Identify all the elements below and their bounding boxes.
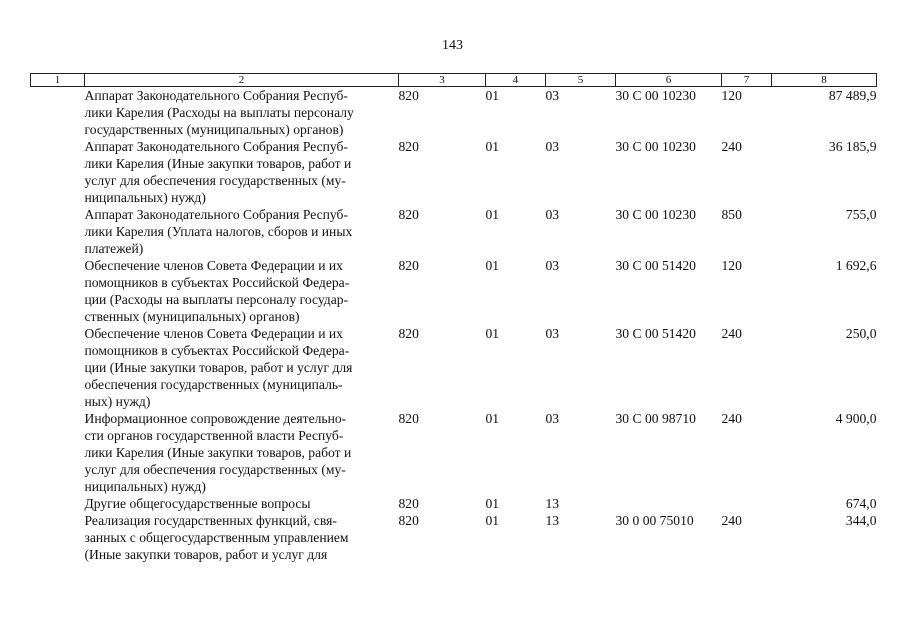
column-header-4: 4 bbox=[486, 74, 546, 87]
row-amount-cell: 87 489,9 bbox=[828, 88, 877, 103]
row-name-cell bbox=[85, 410, 399, 495]
table-header bbox=[31, 74, 877, 87]
row-name-line: занных с общегосударственным управлением bbox=[84, 530, 349, 545]
row-expense-type-cell: 240 bbox=[721, 513, 742, 528]
row-name-line: лики Карелия (Расходы на выплаты персоналу bbox=[84, 105, 354, 120]
row-ministry-cell: 820 bbox=[398, 496, 419, 511]
row-expense-type-cell: 240 bbox=[721, 139, 742, 154]
row-expense-type-cell: 120 bbox=[721, 258, 742, 273]
row-subsection-cell: 13 bbox=[545, 513, 560, 528]
row-name-line: лики Карелия (Иные закупки товаров, работ и bbox=[84, 445, 352, 460]
row-target-article-cell: 30 0 00 75010 bbox=[615, 513, 694, 528]
row-name-line: ниципальных) нужд) bbox=[84, 190, 206, 205]
row-index-cell bbox=[31, 495, 85, 512]
row-expense-type-cell: 850 bbox=[721, 207, 742, 222]
column-header-2: 2 bbox=[85, 74, 399, 87]
table-row bbox=[31, 512, 877, 563]
column-header-6: 6 bbox=[616, 74, 722, 87]
row-subsection-cell: 13 bbox=[545, 496, 560, 511]
row-name-line: услуг для обеспечения государственных (му- bbox=[84, 462, 346, 477]
row-name-line: ных) нужд) bbox=[84, 394, 151, 409]
row-section-cell: 01 bbox=[485, 258, 500, 273]
row-name-line: Реализация государственных функций, свя- bbox=[84, 513, 337, 528]
row-name-cell bbox=[85, 257, 399, 325]
row-name-line: помощников в субъектах Российской Федера- bbox=[84, 275, 350, 290]
row-name-line: Другие общегосударственные вопросы bbox=[84, 496, 311, 511]
row-name-cell bbox=[85, 512, 399, 563]
row-expense-type-cell: 240 bbox=[721, 326, 742, 341]
row-index-cell bbox=[31, 410, 85, 495]
row-ministry-cell: 820 bbox=[398, 258, 419, 273]
row-name-line: (Иные закупки товаров, работ и услуг для bbox=[84, 547, 328, 562]
column-header-5: 5 bbox=[546, 74, 616, 87]
row-target-article-cell: 30 С 00 10230 bbox=[615, 207, 696, 222]
table-row bbox=[31, 410, 877, 495]
row-name-line: ции (Расходы на выплаты персоналу государ- bbox=[84, 292, 349, 307]
row-name-line: обеспечения государственных (муниципаль- bbox=[84, 377, 343, 392]
row-name-line: Обеспечение членов Совета Федерации и их bbox=[84, 258, 343, 273]
row-section-cell: 01 bbox=[485, 326, 500, 341]
row-subsection-cell: 03 bbox=[545, 207, 560, 222]
row-section-cell: 01 bbox=[485, 411, 500, 426]
row-name-cell bbox=[85, 495, 399, 512]
row-section-cell: 01 bbox=[485, 207, 500, 222]
row-name-cell bbox=[85, 138, 399, 206]
row-amount-cell: 250,0 bbox=[845, 326, 877, 341]
row-name-line: Информационное сопровождение деятельно- bbox=[84, 411, 347, 426]
budget-table bbox=[30, 73, 877, 563]
row-name-cell bbox=[85, 206, 399, 257]
row-name-line: Обеспечение членов Совета Федерации и их bbox=[84, 326, 343, 341]
row-amount-cell: 755,0 bbox=[845, 207, 877, 222]
row-index-cell bbox=[31, 512, 85, 563]
row-section-cell: 01 bbox=[485, 88, 500, 103]
row-name-line: ственных (муниципальных) органов) bbox=[84, 309, 300, 324]
row-name-line: Аппарат Законодательного Собрания Респуб- bbox=[84, 139, 348, 154]
row-name-line: помощников в субъектах Российской Федера- bbox=[84, 343, 350, 358]
row-index-cell bbox=[31, 257, 85, 325]
row-name-line: ниципальных) нужд) bbox=[84, 479, 206, 494]
row-name-cell bbox=[85, 325, 399, 410]
row-ministry-cell: 820 bbox=[398, 326, 419, 341]
row-ministry-cell: 820 bbox=[398, 411, 419, 426]
table-row bbox=[31, 257, 877, 325]
row-name-line: Аппарат Законодательного Собрания Респуб- bbox=[84, 88, 348, 103]
table-row bbox=[31, 138, 877, 206]
column-header-8: 8 bbox=[772, 74, 877, 87]
row-name-line: ции (Иные закупки товаров, работ и услуг для bbox=[84, 360, 353, 375]
table-row bbox=[31, 206, 877, 257]
row-target-article-cell bbox=[616, 495, 722, 512]
row-index-cell bbox=[31, 206, 85, 257]
row-name-line: платежей) bbox=[84, 241, 144, 256]
row-expense-type-cell: 240 bbox=[721, 411, 742, 426]
row-name-cell bbox=[85, 87, 399, 139]
column-header-7: 7 bbox=[722, 74, 772, 87]
row-name-line: государственных (муниципальных) органов) bbox=[84, 122, 344, 137]
row-target-article-cell: 30 С 00 51420 bbox=[615, 258, 696, 273]
row-amount-cell: 4 900,0 bbox=[835, 411, 877, 426]
table-body bbox=[31, 87, 877, 564]
row-target-article-cell: 30 С 00 51420 bbox=[615, 326, 696, 341]
row-index-cell bbox=[31, 138, 85, 206]
header-row bbox=[31, 74, 877, 87]
table-row bbox=[31, 495, 877, 512]
row-index-cell bbox=[31, 87, 85, 139]
row-amount-cell: 674,0 bbox=[845, 496, 877, 511]
row-subsection-cell: 03 bbox=[545, 326, 560, 341]
row-name-line: лики Карелия (Уплата налогов, сборов и иных bbox=[84, 224, 353, 239]
table-row bbox=[31, 325, 877, 410]
row-amount-cell: 36 185,9 bbox=[828, 139, 877, 154]
table-row bbox=[31, 87, 877, 139]
row-section-cell: 01 bbox=[485, 496, 500, 511]
row-subsection-cell: 03 bbox=[545, 258, 560, 273]
row-ministry-cell: 820 bbox=[398, 88, 419, 103]
row-name-line: сти органов государственной власти Респуб- bbox=[84, 428, 344, 443]
row-subsection-cell: 03 bbox=[545, 88, 560, 103]
row-name-line: лики Карелия (Иные закупки товаров, работ и bbox=[84, 156, 352, 171]
row-target-article-cell: 30 С 00 10230 bbox=[615, 88, 696, 103]
row-index-cell bbox=[31, 325, 85, 410]
row-ministry-cell: 820 bbox=[398, 207, 419, 222]
row-section-cell: 01 bbox=[485, 513, 500, 528]
column-header-1: 1 bbox=[31, 74, 85, 87]
column-header-3: 3 bbox=[399, 74, 486, 87]
row-subsection-cell: 03 bbox=[545, 411, 560, 426]
row-ministry-cell: 820 bbox=[398, 513, 419, 528]
row-section-cell: 01 bbox=[485, 139, 500, 154]
row-amount-cell: 1 692,6 bbox=[835, 258, 877, 273]
row-target-article-cell: 30 С 00 10230 bbox=[615, 139, 696, 154]
row-expense-type-cell bbox=[722, 495, 772, 512]
row-name-line: услуг для обеспечения государственных (му- bbox=[84, 173, 346, 188]
row-amount-cell: 344,0 bbox=[845, 513, 877, 528]
row-expense-type-cell: 120 bbox=[721, 88, 742, 103]
row-ministry-cell: 820 bbox=[398, 139, 419, 154]
row-subsection-cell: 03 bbox=[545, 139, 560, 154]
page-number: 143 bbox=[442, 38, 463, 53]
row-name-line: Аппарат Законодательного Собрания Респуб- bbox=[84, 207, 348, 222]
row-target-article-cell: 30 С 00 98710 bbox=[615, 411, 696, 426]
